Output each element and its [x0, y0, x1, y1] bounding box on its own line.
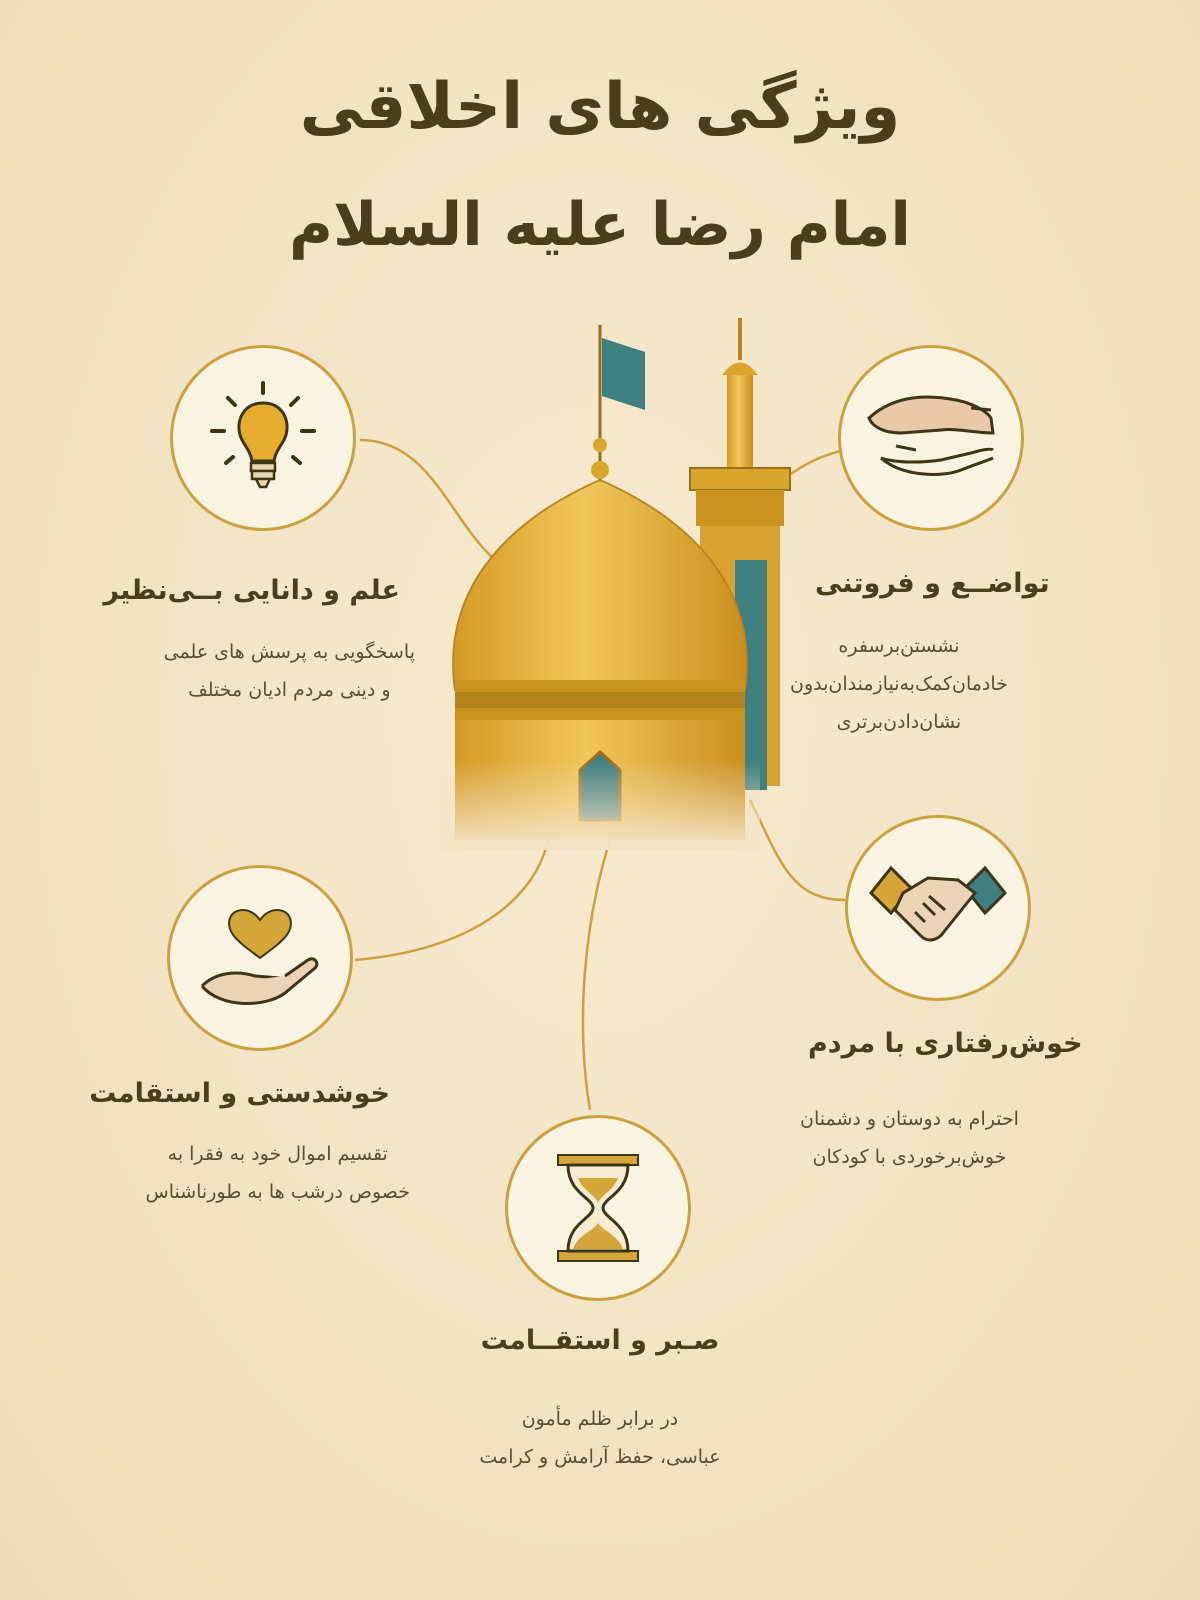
desc-line: نشستن‌برسفره — [838, 635, 960, 657]
desc-line: در برابر ظلم مأمون — [521, 1408, 679, 1430]
feature-circle-generosity — [167, 865, 353, 1051]
heart-hand-icon — [190, 898, 330, 1018]
page-subtitle: امام رضا علیه السلام — [289, 190, 911, 260]
desc-line: خوش‌برخوردی با کودکان — [812, 1146, 1007, 1168]
feature-circle-patience — [505, 1115, 691, 1301]
desc-line: تقسیم اموال خود به فقرا به — [167, 1143, 388, 1165]
feature-desc-good-behavior — [800, 1100, 1019, 1176]
feature-heading-generosity: خوشدستی و استقامت — [89, 1078, 390, 1109]
feature-desc-humility — [790, 627, 1008, 741]
feature-desc-patience — [400, 1400, 800, 1476]
feature-circle-knowledge — [170, 345, 356, 531]
hourglass-icon — [543, 1143, 653, 1273]
desc-line: پاسخگویی به پرسش های علمی — [163, 641, 415, 663]
desc-line: نشان‌دادن‌برتری — [836, 711, 962, 733]
feature-heading-knowledge: علم و دانایی بــی‌نظیر — [103, 575, 400, 606]
feature-heading-humility: تواضــع و فروتنی — [815, 568, 1050, 599]
feature-desc-generosity — [146, 1135, 411, 1211]
desc-line: عباسی، حفظ آرامش و کرامت — [479, 1446, 721, 1468]
hands-humility-icon — [861, 378, 1001, 498]
feature-heading-patience: صـبر و استقــامت — [480, 1325, 720, 1356]
feature-circle-good-behavior — [845, 815, 1031, 1001]
flag — [591, 325, 645, 485]
lightbulb-icon — [198, 373, 328, 503]
feature-heading-good-behavior: خوش‌رفتاری با مردم — [808, 1028, 1083, 1059]
desc-line: خادمان‌کمک‌به‌نیازمندان‌بدون — [790, 673, 1008, 695]
desc-line: خصوص درشب ها به طورناشناس — [145, 1181, 410, 1203]
feature-circle-humility — [838, 345, 1024, 531]
page-title: ویژگی های اخلاقی — [299, 70, 901, 144]
desc-line: و دینی مردم ادیان مختلف — [188, 679, 391, 701]
feature-desc-knowledge — [164, 633, 415, 709]
desc-line: احترام به دوستان و دشمنان — [800, 1108, 1019, 1130]
handshake-icon — [863, 848, 1013, 968]
